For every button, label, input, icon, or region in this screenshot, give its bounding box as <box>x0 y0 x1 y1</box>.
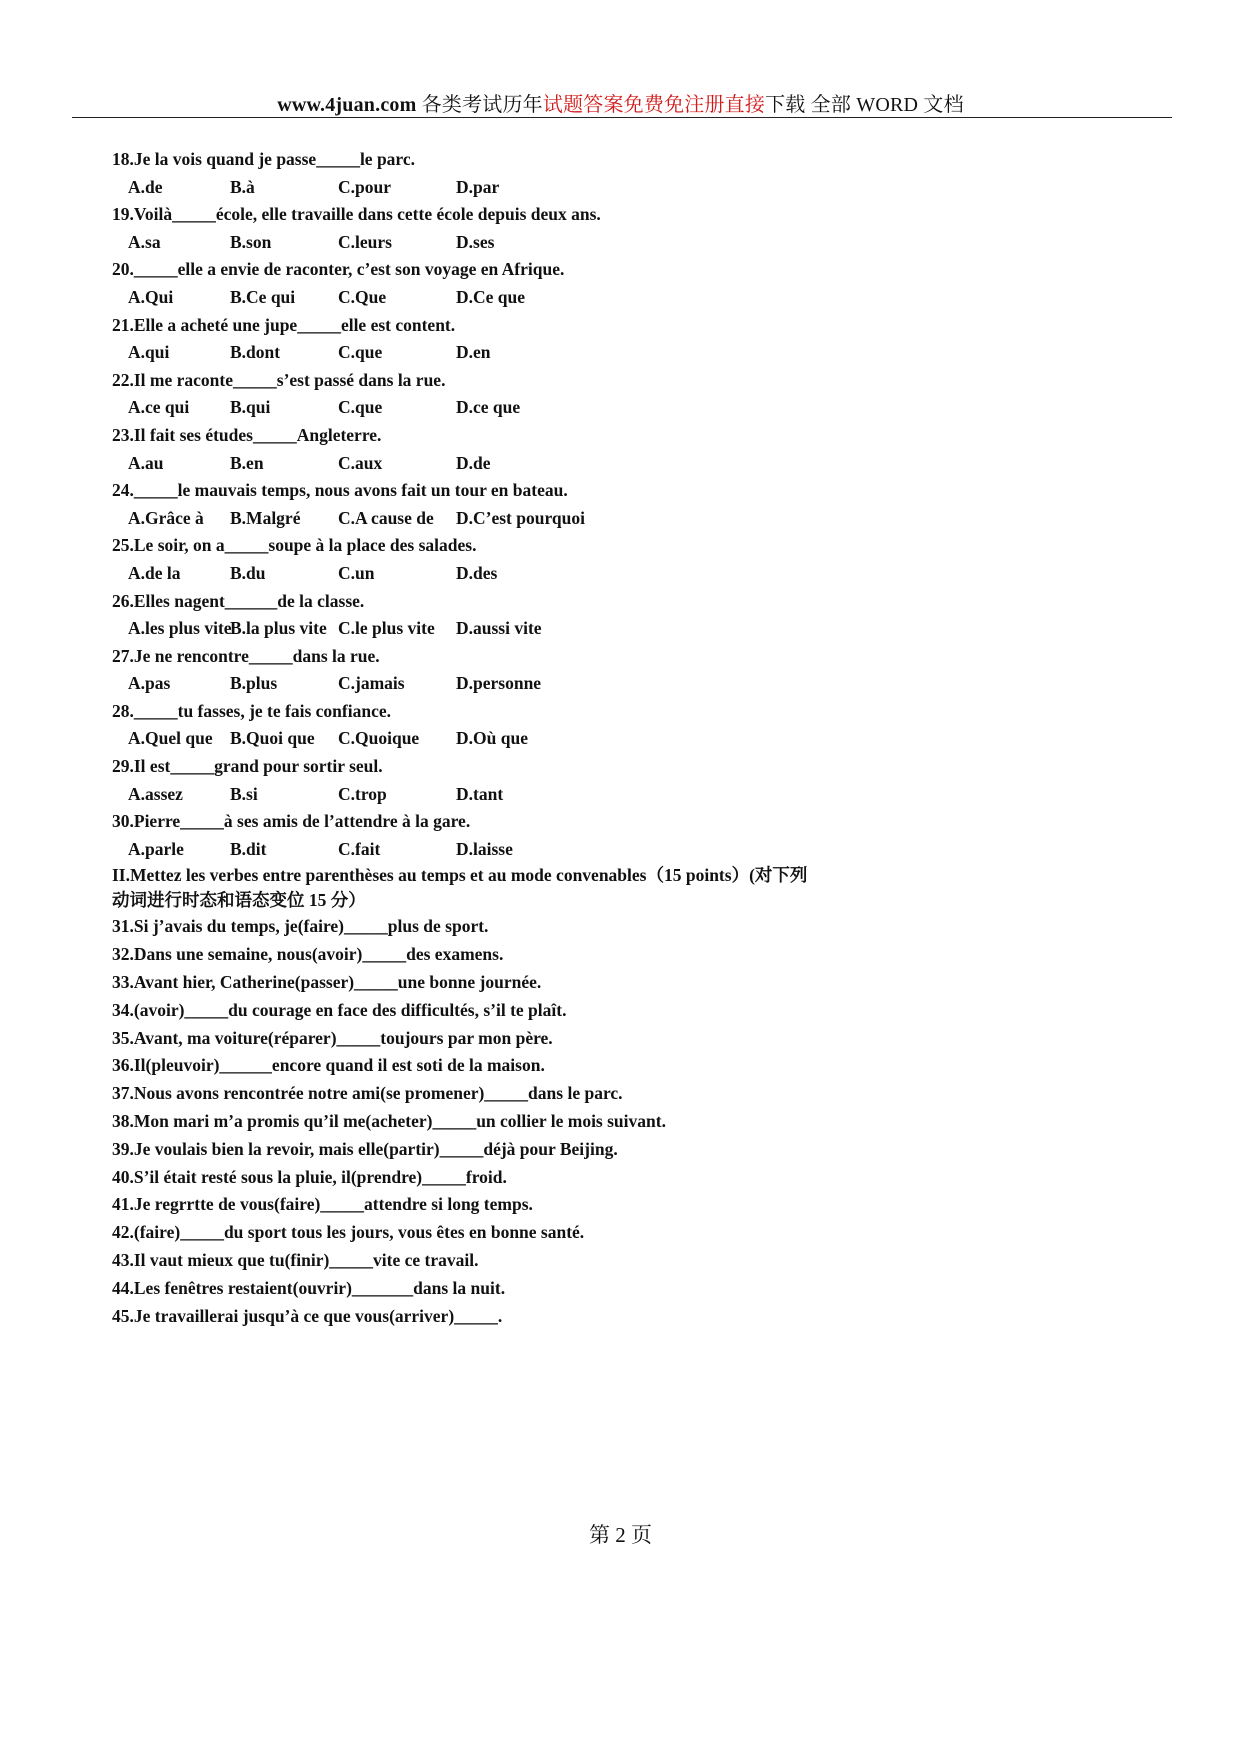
answer-option: D.laisse <box>456 838 513 859</box>
question-stem: 23.Il fait ses études_____Angleterre. <box>112 424 382 445</box>
answer-options <box>112 725 1112 753</box>
verb-exercise: 41.Je regrrtte de vous(faire)_____attendre si long temps. <box>112 1194 533 1215</box>
answer-option: D.C’est pourquoi <box>456 507 586 528</box>
verb-exercise: 38.Mon mari m’a promis qu’il me(acheter)_____un collier le mois suivant. <box>112 1111 666 1132</box>
answer-option: C.Quoique <box>338 728 420 749</box>
answer-option: C.pour <box>338 176 391 197</box>
verb-exercise: 39.Je voulais bien la revoir, mais elle(partir)_____déjà pour Beijing. <box>112 1138 618 1159</box>
answer-option: D.Ce que <box>456 286 526 307</box>
site-url: www.4juan.com <box>277 94 417 116</box>
answer-option: B.à <box>230 176 255 197</box>
section-2-line-2: 动词进行时态和语态变位 15 分） <box>112 890 366 911</box>
answer-option: C.fait <box>338 838 381 859</box>
answer-option: B.Malgré <box>230 507 301 528</box>
answer-option: C.aux <box>338 452 383 473</box>
answer-option: C.trop <box>338 783 387 804</box>
answer-option: C.jamais <box>338 673 405 694</box>
verb-exercise: 43.Il vaut mieux que tu(finir)_____vite ce travail. <box>112 1250 479 1270</box>
verb-exercise: 36.Il(pleuvoir)______encore quand il est soti de la maison. <box>112 1055 545 1076</box>
question-stem: 29.Il est_____grand pour sortir seul. <box>112 756 383 777</box>
answer-option: A.ce qui <box>128 397 190 418</box>
answer-option: D.tant <box>456 783 504 804</box>
section-2-instructions <box>112 863 1112 913</box>
answer-option: D.ses <box>456 231 495 252</box>
answer-option: A.pas <box>128 673 171 694</box>
verb-exercise: 35.Avant, ma voiture(réparer)_____toujours par mon père. <box>112 1027 553 1048</box>
answer-option: D.aussi vite <box>456 618 542 639</box>
section-2-line-1: II.Mettez les verbes entre parenthèses au temps et au mode convenables（15 points）(对下列 <box>112 865 808 886</box>
answer-options <box>112 174 1112 202</box>
question-stem: 22.Il me raconte_____s’est passé dans la rue. <box>112 369 446 390</box>
answer-option: B.Quoi que <box>230 728 315 749</box>
question-stem: 30.Pierre_____à ses amis de l’attendre à la gare. <box>112 811 471 832</box>
answer-option: A.parle <box>128 838 184 859</box>
answer-option: B.la plus vite <box>230 618 327 639</box>
verb-exercise: 31.Si j’avais du temps, je(faire)_____plus de sport. <box>112 916 489 937</box>
question-stem: 21.Elle a acheté une jupe_____elle est content. <box>112 314 456 335</box>
answer-option: B.plus <box>230 673 278 694</box>
verb-exercise: 42.(faire)_____du sport tous les jours, vous êtes en bonne santé. <box>112 1222 585 1243</box>
answer-option: B.en <box>230 452 264 473</box>
answer-option: B.si <box>230 783 258 804</box>
multiple-choice-section <box>112 146 1112 863</box>
question-stem: 20._____elle a envie de raconter, c’est son voyage en Afrique. <box>112 259 565 280</box>
header-text-highlight: 试题答案免费免注册直接 <box>542 94 766 116</box>
header-divider <box>72 117 1172 118</box>
answer-options <box>112 836 1112 864</box>
page-number: 第 2 页 <box>589 1523 652 1547</box>
verb-exercise: 45.Je travaillerai jusqu’à ce que vous(arriver)_____. <box>112 1305 503 1326</box>
header-text-2: 下载 全部 WORD 文档 <box>765 94 964 116</box>
answer-options <box>112 450 1112 478</box>
answer-option: A.qui <box>128 342 170 363</box>
answer-option: C.Que <box>338 286 387 307</box>
answer-option: B.dit <box>230 838 267 859</box>
answer-option: B.dont <box>230 342 281 363</box>
answer-option: D.des <box>456 562 498 583</box>
header-text-1: 各类考试历年 <box>416 94 543 116</box>
answer-options <box>112 781 1112 809</box>
answer-option: C.que <box>338 397 383 418</box>
answer-option: D.Où que <box>456 728 528 749</box>
exam-content <box>112 146 1112 1330</box>
question-stem: 26.Elles nagent______de la classe. <box>112 590 365 611</box>
answer-option: D.personne <box>456 673 542 694</box>
verb-exercise: 33.Avant hier, Catherine(passer)_____une bonne journée. <box>112 972 542 993</box>
answer-option: D.par <box>456 176 500 197</box>
answer-option: C.A cause de <box>338 507 434 528</box>
question-stem: 24._____le mauvais temps, nous avons fait un tour en bateau. <box>112 480 568 501</box>
answer-option: D.ce que <box>456 397 521 418</box>
answer-options <box>112 229 1112 257</box>
answer-option: A.sa <box>128 231 161 252</box>
answer-option: D.de <box>456 452 491 473</box>
answer-option: C.leurs <box>338 231 392 252</box>
answer-option: B.Ce qui <box>230 286 296 307</box>
question-stem: 19.Voilà_____école, elle travaille dans cette école depuis deux ans. <box>112 204 601 225</box>
answer-option: C.que <box>338 342 383 363</box>
answer-option: A.de <box>128 176 163 197</box>
answer-option: A.assez <box>128 783 183 804</box>
answer-option: A.Qui <box>128 286 174 307</box>
answer-options <box>112 339 1112 367</box>
answer-option: A.Quel que <box>128 728 213 749</box>
answer-option: C.un <box>338 562 375 583</box>
answer-option: A.les plus vite <box>128 618 232 639</box>
answer-option: D.en <box>456 342 491 363</box>
answer-options <box>112 284 1112 312</box>
page-header <box>0 88 1241 117</box>
answer-options <box>112 560 1112 588</box>
answer-options <box>112 670 1112 698</box>
answer-option: B.du <box>230 562 266 583</box>
question-stem: 18.Je la vois quand je passe_____le parc. <box>112 149 416 169</box>
answer-options <box>112 394 1112 422</box>
answer-option: A.de la <box>128 562 181 583</box>
answer-option: C.le plus vite <box>338 618 435 639</box>
verb-exercise: 34.(avoir)_____du courage en face des difficultés, s’il te plaît. <box>112 999 567 1020</box>
answer-option: A.au <box>128 452 164 473</box>
answer-option: B.qui <box>230 397 271 418</box>
answer-option: B.son <box>230 231 272 252</box>
verb-exercise: 44.Les fenêtres restaient(ouvrir)_______dans la nuit. <box>112 1277 506 1298</box>
question-stem: 25.Le soir, on a_____soupe à la place des salades. <box>112 535 477 556</box>
question-stem: 27.Je ne rencontre_____dans la rue. <box>112 645 380 666</box>
answer-options <box>112 505 1112 533</box>
verb-exercise: 40.S’il était resté sous la pluie, il(prendre)_____froid. <box>112 1166 507 1187</box>
verb-exercise: 37.Nous avons rencontrée notre ami(se promener)_____dans le parc. <box>112 1083 623 1104</box>
answer-options <box>112 615 1112 643</box>
answer-option: A.Grâce à <box>128 507 204 528</box>
verb-exercise: 32.Dans une semaine, nous(avoir)_____des examens. <box>112 944 504 965</box>
verb-conjugation-section <box>112 913 1112 1330</box>
question-stem: 28._____tu fasses, je te fais confiance. <box>112 700 391 721</box>
